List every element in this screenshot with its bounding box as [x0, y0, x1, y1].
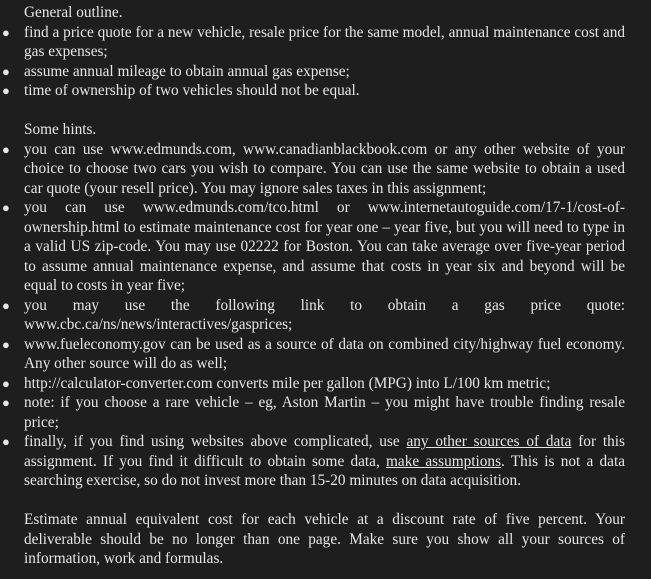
- make-assumptions-underlined: make assumptions: [386, 452, 502, 470]
- hint-item-text: http://calculator-converter.com converts mile per gallon (MPG) into L/100 km metric;: [24, 374, 551, 392]
- blank-line: [0, 491, 651, 511]
- outline-item: [0, 81, 625, 101]
- hint-item-text: you can use www.edmunds.com, www.canadianblackbook.com or any other website of your choice to choose two cars you wish to compare. You can use the same website to obtain a used car quote (your resell price). You may ignore sales taxes in this assignment;: [24, 140, 625, 197]
- closing-paragraph: Estimate annual equivalent cost for each vehicle at a discount rate of five percent. Your deliverable should be no longer than one page. Make sure you show all your sources of information, work and formulas.: [24, 511, 625, 567]
- bullet-icon: ●: [2, 434, 10, 449]
- hint-item: [0, 296, 625, 335]
- hint-item-text: you can use www.edmunds.com/tco.html or www.internetautoguide.com/17-1/cost-of-ownership.html to estimate maintenance cost for year one – year five, but you will need to type in a valid US zip-code. You may use 02222 for Boston. You can take average over five-year period to assume annual maintenance expense, and assume that costs in year six and beyond will be equal to costs in year five;: [24, 199, 625, 294]
- outline-item-text: find a price quote for a new vehicle, resale price for the same model, annual maintenance cost and gas expenses;: [24, 23, 625, 60]
- hint-item-text: note: if you choose a rare vehicle – eg, Aston Martin – you might have trouble finding resale price;: [24, 394, 625, 431]
- outline-item-text: time of ownership of two vehicles should not be equal.: [24, 82, 360, 99]
- hint-item-text: you may use the following link to obtain a gas price quote: www.cbc.ca/ns/news/interactives/gasprices;: [24, 296, 625, 333]
- bullet-icon: ●: [2, 375, 10, 391]
- bullet-icon: ●: [2, 336, 10, 352]
- hint-item: [0, 374, 625, 394]
- outline-item: [0, 23, 625, 62]
- bullet-icon: ●: [2, 297, 10, 313]
- hint-item: [0, 140, 625, 199]
- bullet-icon: ●: [2, 200, 10, 215]
- hints-list: [0, 140, 651, 491]
- bullet-icon: ●: [2, 395, 10, 410]
- final-hint-text-pre: finally, if you find using websites above complicated, use: [24, 433, 407, 450]
- other-sources-underlined: any other sources of data: [406, 433, 572, 450]
- outline-item: [0, 62, 625, 82]
- hint-item: [0, 198, 625, 296]
- bullet-icon: ●: [2, 24, 10, 40]
- final-hint-text-mid: for this assignment. If you find it difficult to obtain some data,: [24, 433, 625, 470]
- hint-item-final: [0, 432, 625, 491]
- final-hint-text-post: . This is not a data searching exercise, so do not invest more than 15-20 minutes on data acquisition.: [24, 452, 625, 489]
- blank-line: [0, 101, 651, 121]
- bullet-icon: ●: [2, 83, 10, 98]
- outline-heading: General outline.: [24, 4, 123, 21]
- hint-item-text: www.fueleconomy.gov can be used as a source of data on combined city/highway fuel economy. Any other source will do as well;: [24, 335, 625, 372]
- outline-list: [0, 23, 651, 101]
- outline-item-text: assume annual mileage to obtain annual gas expense;: [24, 62, 350, 80]
- hint-item: [0, 393, 625, 432]
- hint-item: [0, 335, 625, 374]
- bullet-icon: ●: [2, 141, 10, 157]
- hints-heading: Some hints.: [24, 121, 97, 138]
- bullet-icon: ●: [2, 63, 10, 79]
